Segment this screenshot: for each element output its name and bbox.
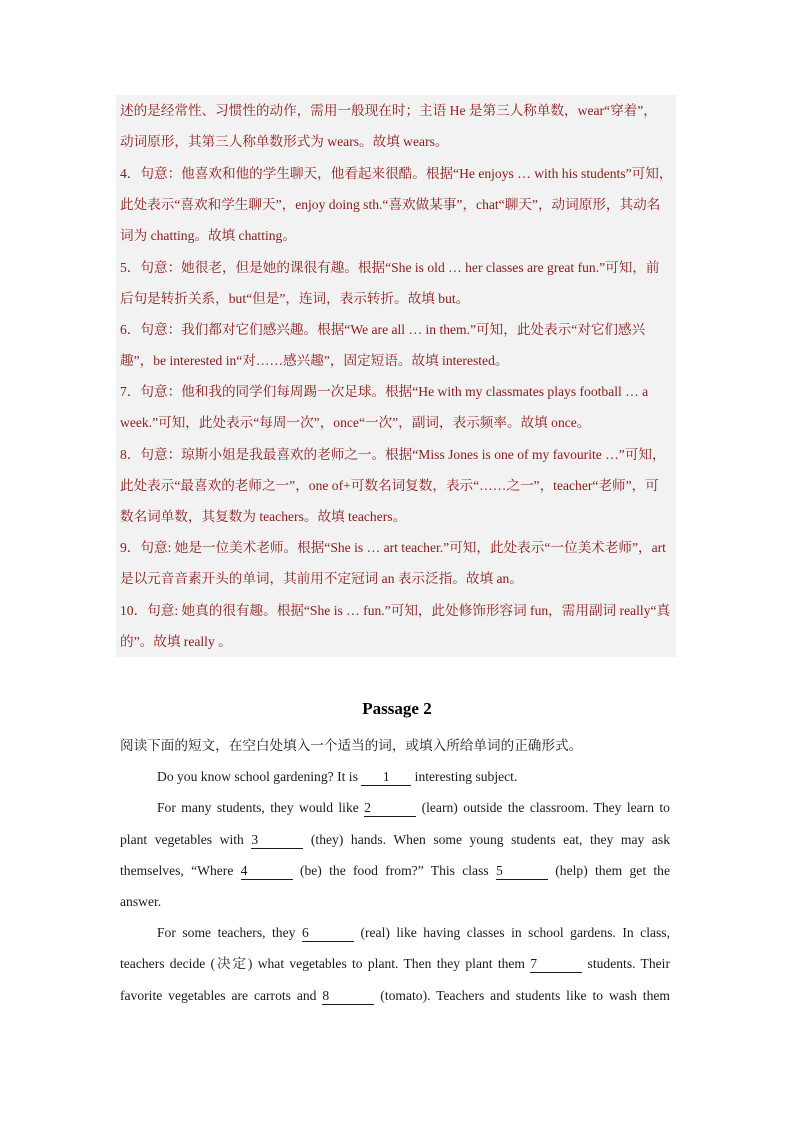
passage-line (157, 798, 670, 818)
passage-line (157, 923, 670, 943)
answer-line: 的”。故填 really 。 (120, 634, 232, 649)
instruction: 阅读下面的短文，在空白处填入一个适当的词，或填入所给单词的正确形式。 (120, 738, 583, 753)
answer-line: 10．句意: 她真的很有趣。根据“She is … fun.”可知，此处修饰形容词 fun，需用副词 really“真 (120, 603, 671, 618)
passage-line (120, 954, 670, 974)
passage-title: Passage 2 (362, 699, 432, 718)
answer-line: 7．句意：他和我的同学们每周踢一次足球。根据“He with my classmates plays football … a (120, 384, 649, 399)
text: (tomato). Teachers and students like to wash them (374, 988, 670, 1003)
blank-7[interactable]: 7 (530, 956, 582, 973)
answer-line: 是以元音音素开头的单词，其前用不定冠词 an 表示泛指。故填 an。 (120, 571, 523, 586)
text: favorite vegetables are carrots and (120, 988, 323, 1003)
text: themselves, “Where (120, 863, 241, 878)
passage-line (120, 830, 670, 850)
answer-line: 此处表示“喜欢和学生聊天”，enjoy doing sth.“喜欢做某事”，chat“聊天”，动词原形，其动名 (120, 197, 661, 212)
answer-line: 后句是转折关系，but“但是”，连词，表示转折。故填 but。 (120, 291, 470, 306)
passage-line: answer. (120, 894, 162, 909)
blank-2[interactable]: 2 (364, 800, 416, 817)
answer-line: 词为 chatting。故填 chatting。 (120, 228, 296, 243)
blank-3[interactable]: 3 (251, 832, 303, 849)
answer-line: 6．句意：我们都对它们感兴趣。根据“We are all … in them.”可知，此处表示“对它们感兴 (120, 322, 646, 337)
text: Do you know school gardening? It is (157, 769, 362, 784)
answer-line: week.”可知，此处表示“每周一次”，once“一次”，副词，表示频率。故填 once。 (120, 415, 591, 430)
answer-line: 动词原形，其第三人称单数形式为 wears。故填 wears。 (120, 134, 449, 149)
answer-line: 此处表示“最喜欢的老师之一”，one of+可数名词复数，表示“……之一”，teacher“老师”，可 (120, 478, 659, 493)
text: For some teachers, they (157, 925, 302, 940)
passage-line (120, 986, 670, 1006)
text: students. Their (582, 956, 670, 971)
text: interesting subject. (411, 769, 518, 784)
text: plant vegetables with (120, 832, 252, 847)
blank-5[interactable]: 5 (496, 863, 548, 880)
answer-line: 4．句意：他喜欢和他的学生聊天，他看起来很酷。根据“He enjoys … with his students”可知， (120, 166, 673, 181)
passage-line (157, 767, 670, 787)
text: (learn) outside the classroom. They learn to (416, 800, 670, 815)
passage-line (120, 861, 670, 881)
answer-line: 趣”，be interested in“对……感兴趣”，固定短语。故填 interested。 (120, 353, 509, 368)
blank-8[interactable]: 8 (322, 988, 374, 1005)
answer-line: 数名词单数，其复数为 teachers。故填 teachers。 (120, 509, 407, 524)
answer-line: 述的是经常性、习惯性的动作，需用一般现在时；主语 He 是第三人称单数，wear“穿着”， (120, 103, 657, 118)
text: (be) the food from?” This class (292, 863, 496, 878)
answer-line: 9．句意: 她是一位美术老师。根据“She is … art teacher.”可知，此处表示“一位美术老师”，art (120, 540, 666, 555)
text: (help) them get the (547, 863, 670, 878)
text: For many students, they would like (157, 800, 365, 815)
text: teachers decide (决定) what vegetables to plant. Then they plant them (120, 956, 531, 971)
answer-line: 8．句意：琼斯小姐是我最喜欢的老师之一。根据“Miss Jones is one of my favourite …”可知， (120, 447, 666, 462)
blank-6[interactable]: 6 (302, 925, 354, 942)
text: (real) like having classes in school gardens. In class, (353, 925, 670, 940)
text: (they) hands. When some young students eat, they may ask (303, 832, 670, 847)
blank-1[interactable]: 1 (361, 769, 411, 786)
answer-line: 5．句意：她很老，但是她的课很有趣。根据“She is old … her classes are great fun.”可知，前 (120, 260, 660, 275)
blank-4[interactable]: 4 (241, 863, 293, 880)
